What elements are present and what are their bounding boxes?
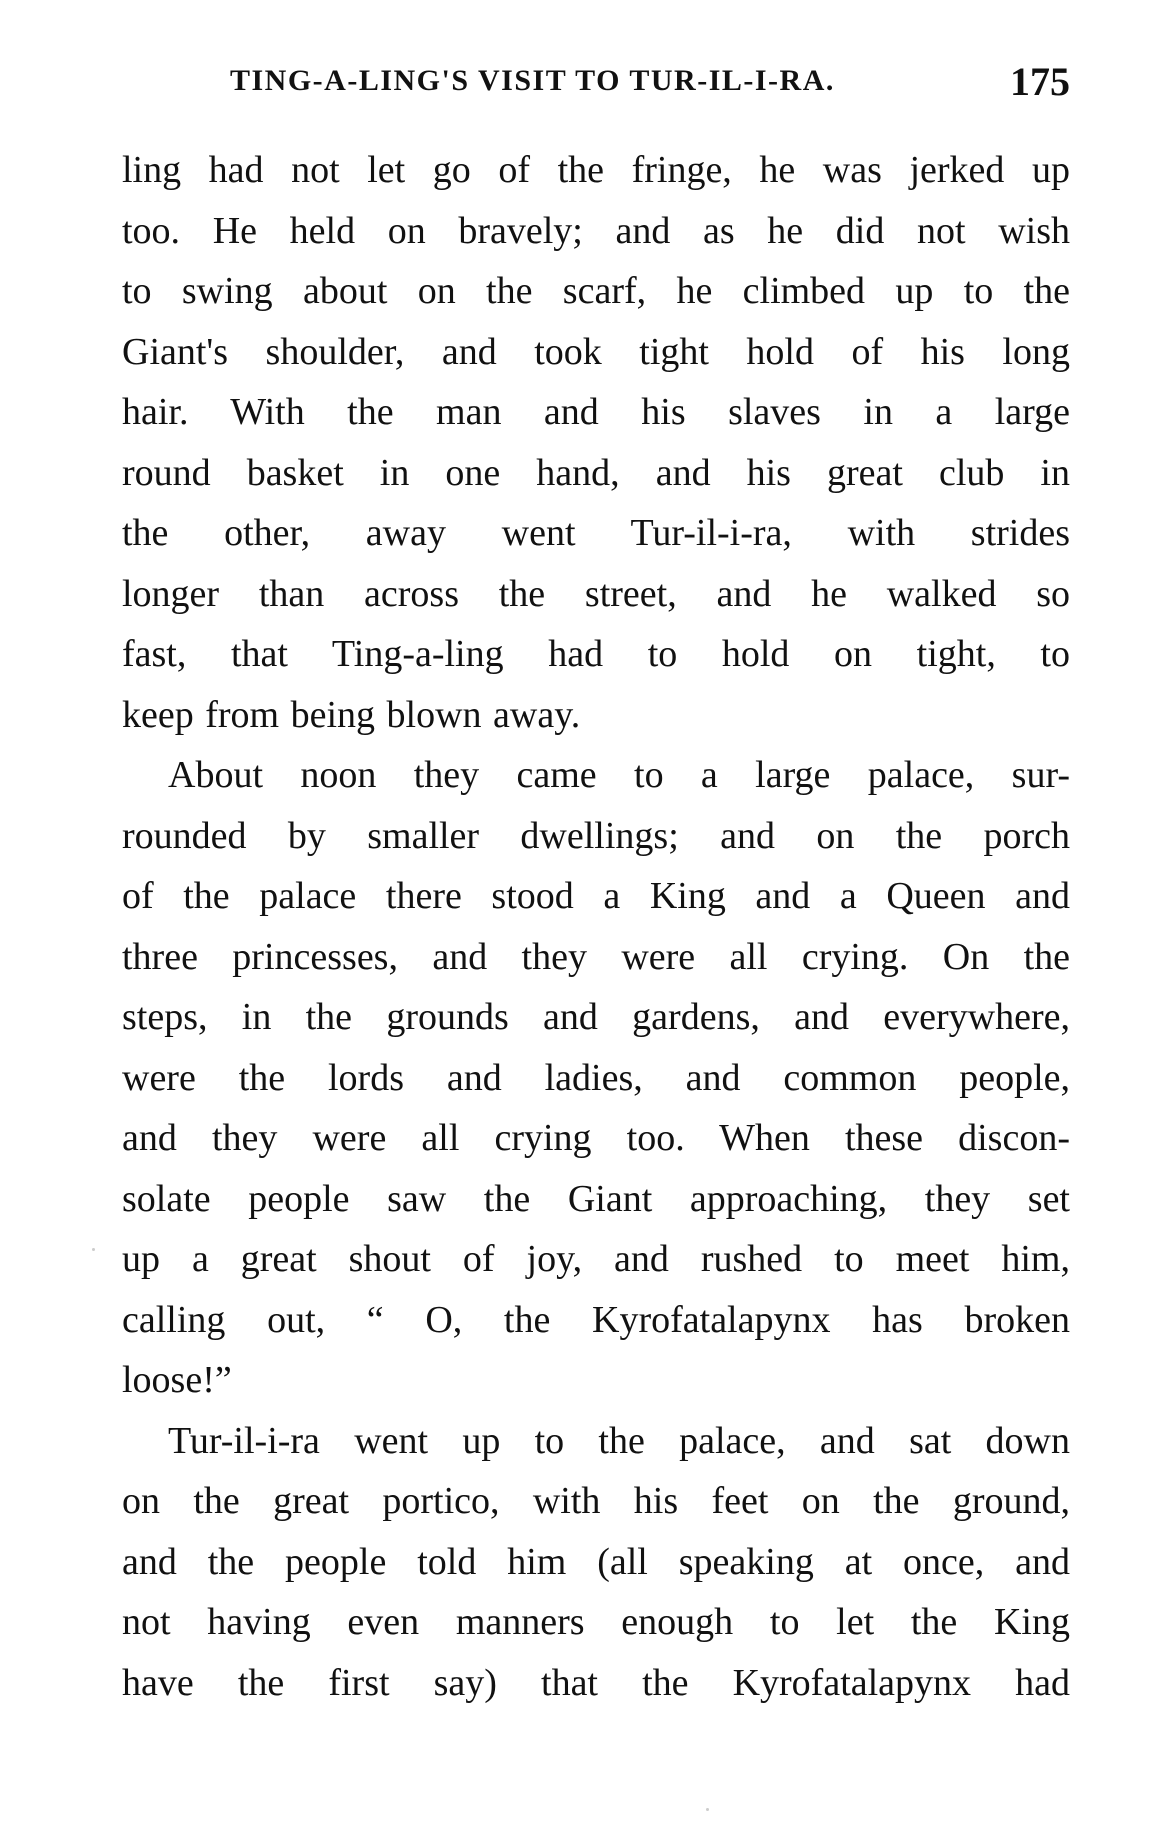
text-line: have the first say) that the Kyrofatalapynx had	[122, 1661, 1070, 1704]
text-line: ling had not let go of the fringe, he was jerked up	[122, 149, 1070, 191]
text-line: steps, in the grounds and gardens, and everywhere,	[122, 996, 1070, 1038]
body-text	[122, 140, 1070, 1713]
text-line: About noon they came to a large palace, sur-	[168, 754, 1070, 796]
text-line: the other, away went Tur-il-i-ra, with strides	[122, 512, 1070, 554]
text-line: of the palace there stood a King and a Queen and	[122, 875, 1070, 917]
text-line: and the people told him (all speaking at once, and	[122, 1540, 1070, 1583]
text-line: Giant's shoulder, and took tight hold of his long	[122, 330, 1070, 373]
text-line: and they were all crying too. When these discon-	[122, 1117, 1070, 1159]
text-line: not having even manners enough to let the King	[122, 1601, 1070, 1643]
text-line: solate people saw the Giant approaching, they set	[122, 1177, 1070, 1220]
text-line: rounded by smaller dwellings; and on the porch	[122, 814, 1070, 857]
text-line: fast, that Ting-a-ling had to hold on tight, to	[122, 633, 1070, 675]
text-line: on the great portico, with his feet on the ground,	[122, 1480, 1070, 1522]
text-line: three princesses, and they were all crying. On the	[122, 935, 1070, 978]
text-line: too. He held on bravely; and as he did not wish	[122, 209, 1070, 252]
text-line: up a great shout of joy, and rushed to meet him,	[122, 1238, 1070, 1280]
text-line: to swing about on the scarf, he climbed up to the	[122, 270, 1070, 312]
paper-speck	[92, 1248, 95, 1251]
running-title: TING-A-LING'S VISIT TO TUR-IL-I-RA.	[230, 64, 835, 97]
text-line: were the lords and ladies, and common people,	[122, 1056, 1070, 1099]
paper-speck	[706, 1808, 709, 1811]
text-line: round basket in one hand, and his great club in	[122, 451, 1070, 494]
text-line: loose!”	[122, 1359, 232, 1401]
running-head	[230, 58, 1070, 108]
page-number: 175	[1010, 59, 1070, 104]
text-line: hair. With the man and his slaves in a large	[122, 391, 1070, 433]
text-line: keep from being blown away.	[122, 693, 581, 736]
text-line: longer than across the street, and he walked so	[122, 572, 1070, 615]
text-line: Tur-il-i-ra went up to the palace, and sat down	[168, 1419, 1070, 1462]
text-line: calling out, “ O, the Kyrofatalapynx has broken	[122, 1298, 1070, 1341]
